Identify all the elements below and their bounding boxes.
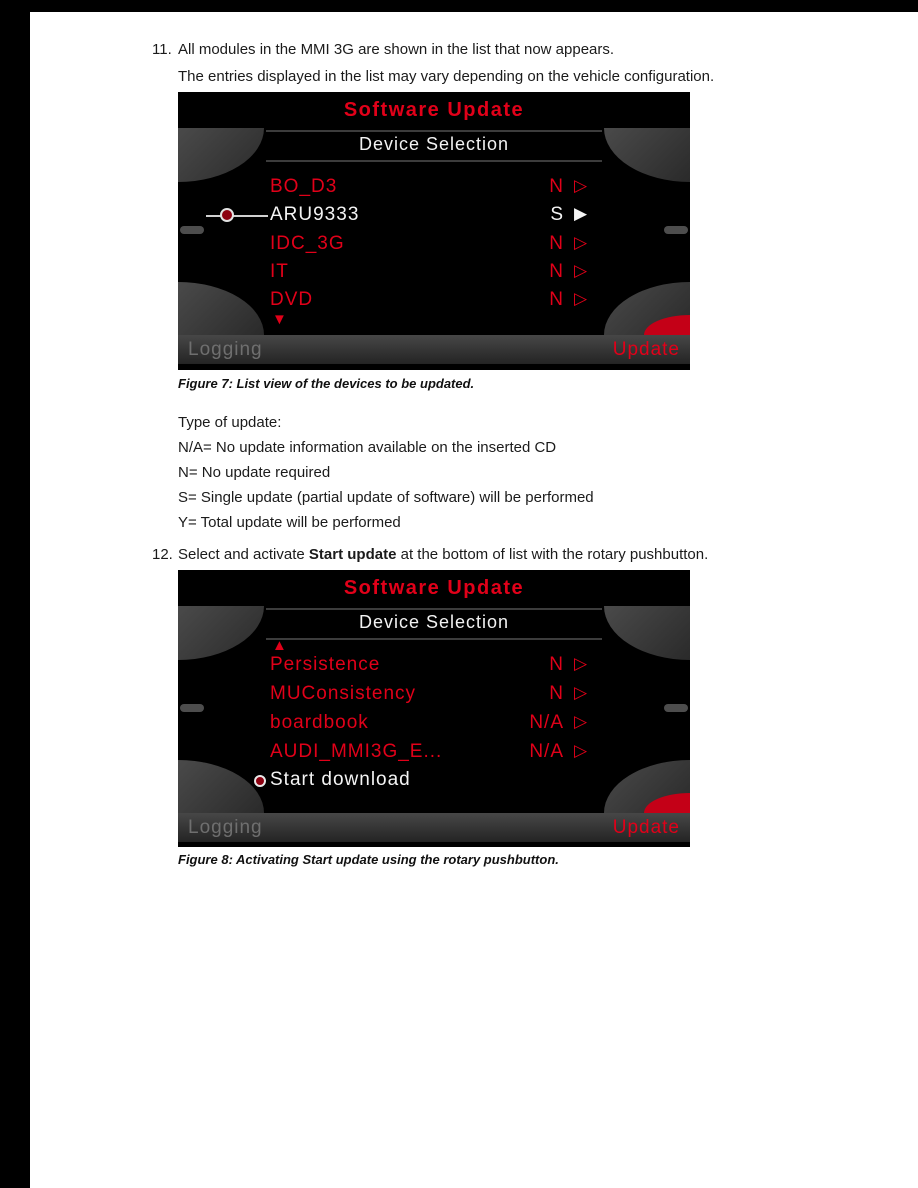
device-label: ARU9333	[270, 204, 360, 225]
triangle-right-icon: ▷	[574, 683, 589, 702]
softkey-update: Update	[612, 338, 680, 360]
triangle-right-icon: ▷	[574, 289, 589, 308]
update-type-n: N= No update required	[178, 464, 331, 481]
triangle-right-icon: ▷	[574, 261, 589, 280]
step-11-line1	[152, 40, 614, 60]
mmi-screen-title: Software Update	[343, 99, 525, 121]
triangle-right-icon: ▷	[574, 654, 589, 673]
device-row	[178, 741, 690, 765]
update-type-na: N/A= No update information available on the inserted CD	[178, 439, 557, 456]
figure8-caption: Figure 8: Activating Start update using the rotary pushbutton.	[178, 852, 559, 867]
update-status: N/A	[529, 712, 564, 733]
step-12-text-post: at the bottom of list with the rotary pushbutton.	[396, 546, 709, 563]
scan-edge-left	[0, 0, 30, 1188]
scroll-up-icon: ▲	[272, 637, 287, 654]
device-label: IDC_3G	[270, 233, 345, 254]
device-label: MUConsistency	[270, 683, 417, 704]
start-download-label: Start download	[270, 769, 411, 790]
softkey-update: Update	[612, 816, 680, 838]
step-12-number: 12.	[152, 546, 173, 563]
update-status: N	[549, 233, 564, 254]
softkey-logging: Logging	[188, 338, 263, 360]
triangle-right-filled-icon: ▶	[574, 204, 589, 223]
header-divider-top	[266, 608, 602, 610]
header-divider-bottom	[266, 160, 602, 162]
device-row	[178, 233, 690, 257]
update-status: N	[549, 683, 564, 704]
update-status: N/A	[529, 741, 564, 762]
device-label: DVD	[270, 289, 314, 310]
device-row	[178, 176, 690, 200]
rotary-cursor-line	[206, 215, 268, 217]
step-12-line	[152, 545, 708, 565]
scroll-down-icon: ▼	[272, 311, 287, 328]
step-12-text-bold: Start update	[308, 546, 397, 563]
step-11-number: 11.	[152, 41, 172, 58]
device-row	[178, 712, 690, 736]
update-type-y: Y= Total update will be performed	[178, 514, 401, 531]
figure7-caption: Figure 7: List view of the devices to be updated.	[178, 376, 475, 391]
mmi-softkey-bar	[178, 335, 690, 364]
device-label: AUDI_MMI3G_E...	[270, 741, 443, 762]
device-row	[178, 654, 690, 678]
step-11-text: All modules in the MMI 3G are shown in the list that now appears.	[178, 41, 615, 58]
rotary-cursor-icon	[254, 775, 266, 787]
mmi-screen-subtitle: Device Selection	[358, 134, 510, 154]
update-type-heading: Type of update:	[178, 414, 282, 431]
update-status: S	[550, 204, 564, 225]
triangle-right-icon: ▷	[574, 741, 589, 760]
header-divider-bottom	[266, 638, 602, 640]
header-divider-top	[266, 130, 602, 132]
device-label: IT	[270, 261, 289, 282]
update-status: N	[549, 261, 564, 282]
device-label: BO_D3	[270, 176, 338, 197]
device-row	[178, 289, 690, 313]
triangle-right-icon: ▷	[574, 712, 589, 731]
update-type-s: S= Single update (partial update of software) will be performed	[178, 489, 594, 506]
mmi-softkey-bar	[178, 813, 690, 842]
update-status: N	[549, 654, 564, 675]
device-row-selected	[178, 204, 690, 228]
update-status: N	[549, 176, 564, 197]
triangle-right-icon: ▷	[574, 176, 589, 195]
scan-edge-top	[0, 0, 918, 12]
figure8-mmi-screenshot	[178, 570, 690, 847]
start-download-row-selected	[178, 769, 690, 793]
device-label: boardbook	[270, 712, 369, 733]
figure7-mmi-screenshot	[178, 92, 690, 370]
device-label: Persistence	[270, 654, 381, 675]
update-status: N	[549, 289, 564, 310]
mmi-screen-title: Software Update	[343, 577, 525, 599]
triangle-right-icon: ▷	[574, 233, 589, 252]
device-row	[178, 683, 690, 707]
step-12-text-pre: Select and activate	[178, 546, 309, 563]
mmi-screen-subtitle: Device Selection	[358, 612, 510, 632]
step-11-line2: The entries displayed in the list may vary depending on the vehicle configuration.	[178, 68, 715, 85]
rotary-cursor-icon	[220, 208, 234, 222]
softkey-logging: Logging	[188, 816, 263, 838]
device-row	[178, 261, 690, 285]
